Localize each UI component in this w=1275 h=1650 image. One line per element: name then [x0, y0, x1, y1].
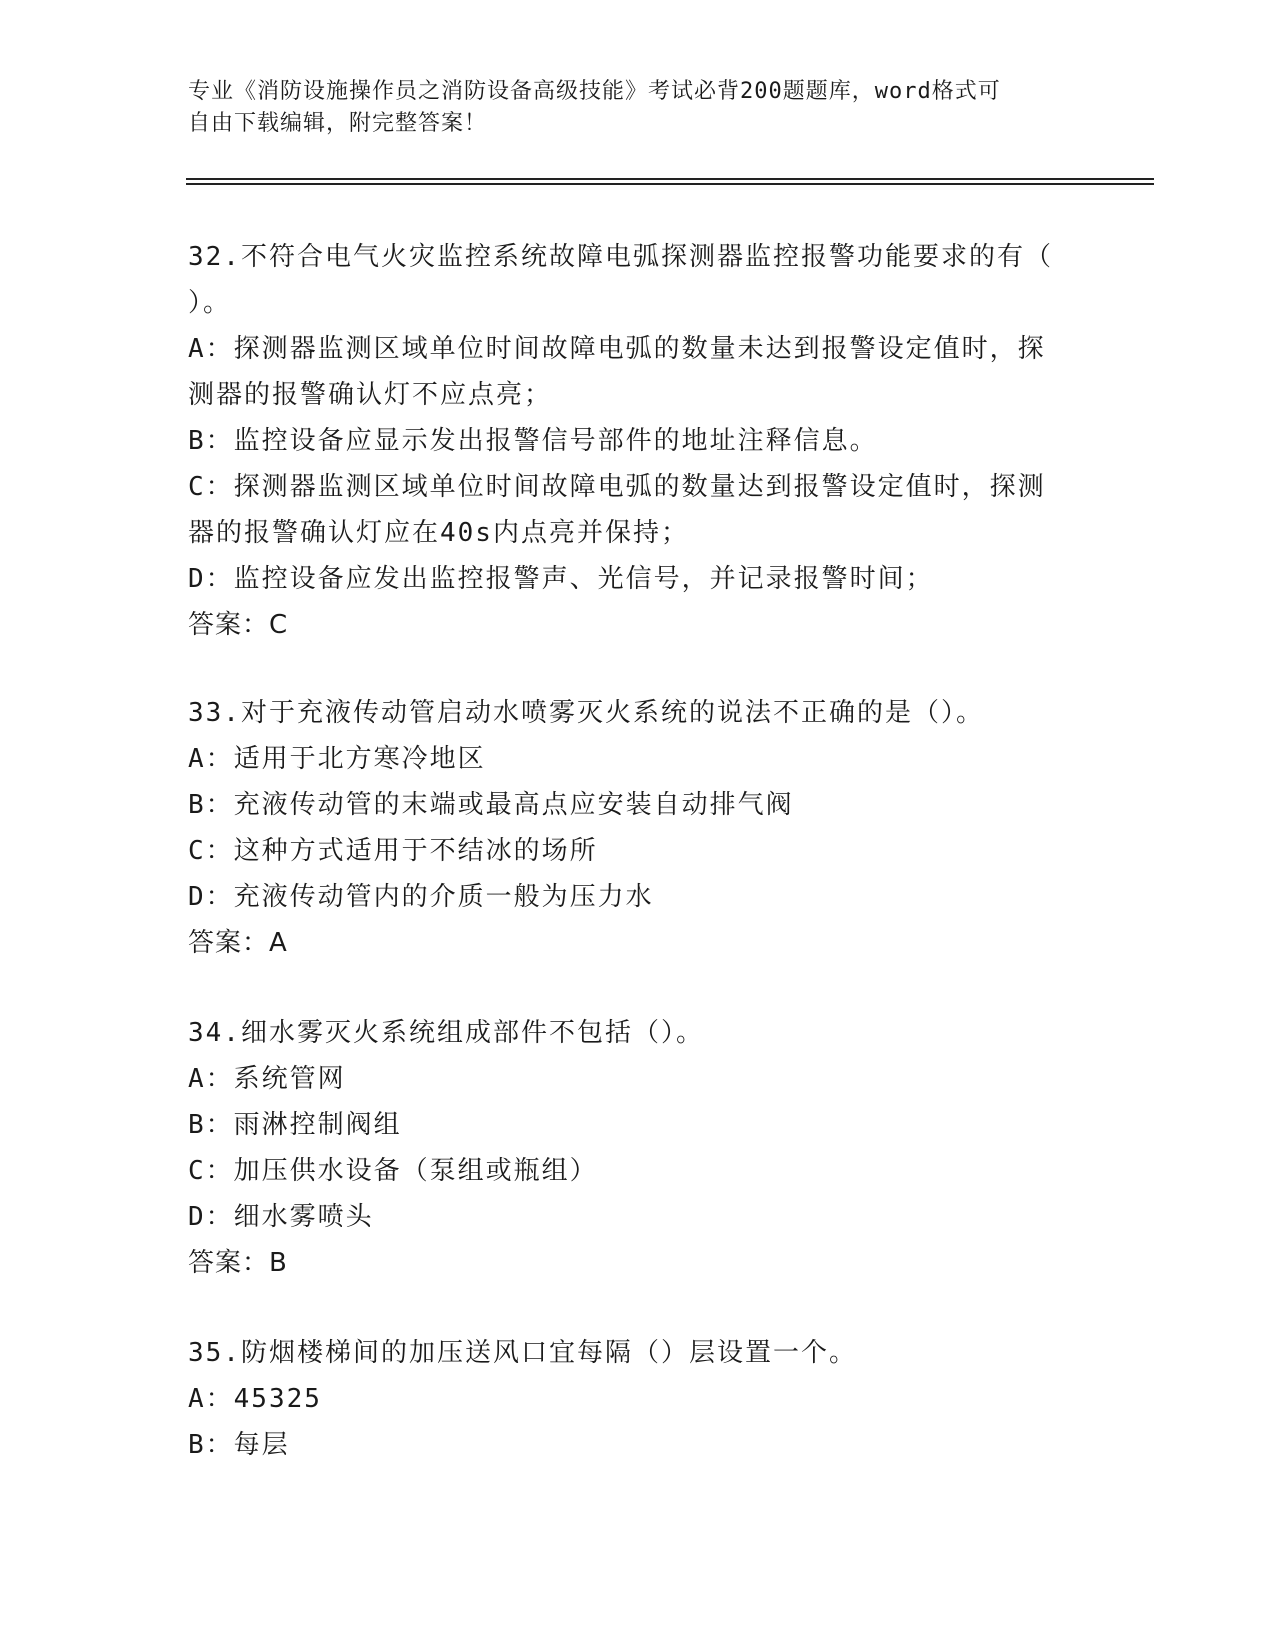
header-line-1: 专业《消防设施操作员之消防设备高级技能》考试必背200题题库，word格式可: [188, 79, 1001, 104]
option-c: C：这种方式适用于不结冰的场所: [188, 836, 598, 866]
option-a: A：适用于北方寒冷地区: [188, 744, 486, 774]
option-c: C：加压供水设备（泵组或瓶组）: [188, 1156, 598, 1186]
option-b: B：每层: [188, 1430, 290, 1460]
question-stem: 34.细水雾灭火系统组成部件不包括（）。: [188, 1018, 704, 1048]
option-d: D：监控设备应发出监控报警声、光信号，并记录报警时间；: [188, 564, 934, 594]
header-line-2: 自由下载编辑，附完整答案！: [188, 111, 488, 136]
option-b: B：充液传动管的末端或最高点应安装自动排气阀: [188, 790, 794, 820]
option-c-cont: 器的报警确认灯应在40s内点亮并保持；: [188, 518, 689, 548]
option-a-cont: 测器的报警确认灯不应点亮；: [188, 380, 553, 410]
option-c: C：探测器监测区域单位时间故障电弧的数量达到报警设定值时，探测: [188, 472, 1046, 502]
question-stem: 35.防烟楼梯间的加压送风口宜每隔（）层设置一个。: [188, 1338, 857, 1368]
answer: 答案：B: [188, 1248, 288, 1278]
question-32: [188, 234, 1068, 648]
question-stem-cont: ）。: [188, 288, 232, 318]
question-stem: 33.对于充液传动管启动水喷雾灭火系统的说法不正确的是（）。: [188, 698, 984, 728]
option-a: A：系统管网: [188, 1064, 346, 1094]
question-33: [188, 690, 1068, 966]
option-d: D：充液传动管内的介质一般为压力水: [188, 882, 654, 912]
option-b: B：雨淋控制阀组: [188, 1110, 402, 1140]
question-stem: 32.不符合电气火灾监控系统故障电弧探测器监控报警功能要求的有（: [188, 242, 1053, 272]
question-35: [188, 1330, 1068, 1468]
option-a: A：45325: [188, 1384, 322, 1414]
header-divider-top: [186, 178, 1154, 180]
question-34: [188, 1010, 1068, 1286]
answer: 答案：A: [188, 928, 288, 958]
option-a: A：探测器监测区域单位时间故障电弧的数量未达到报警设定值时，探: [188, 334, 1046, 364]
document-header: [188, 76, 1068, 140]
header-divider-bottom: [186, 183, 1154, 185]
option-b: B：监控设备应显示发出报警信号部件的地址注释信息。: [188, 426, 878, 456]
answer: 答案：C: [188, 610, 289, 640]
option-d: D：细水雾喷头: [188, 1202, 374, 1232]
